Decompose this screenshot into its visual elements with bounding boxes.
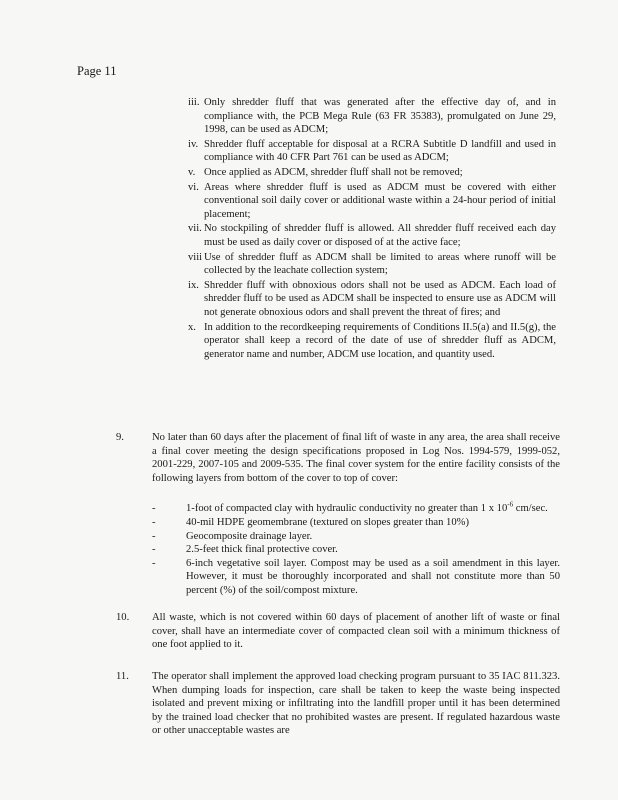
list-item (176, 321, 556, 362)
dash-bullet: - (152, 503, 156, 515)
list-item (152, 557, 560, 598)
list-item (176, 181, 556, 222)
list-item-text: No stockpiling of shredder fluff is allowed. All shredder fluff received each day must be used as daily cover or disposed of at the active face; (204, 223, 556, 248)
list-item (176, 251, 556, 278)
list-item-number: iv. (188, 138, 199, 150)
page-number: Page 11 (77, 64, 117, 78)
list-item-text: Once applied as ADCM, shredder fluff shall not be removed; (204, 166, 463, 178)
list-item-number: ix. (188, 279, 199, 291)
list-item-text: 2.5-feet thick final protective cover. (186, 544, 338, 556)
list-item (176, 138, 556, 165)
condition-text: All waste, which is not covered within 60 days of placement of another lift of waste or final cover, shall have an intermediate cover of compacted clean soil with a minimum thickness of one foot applied to it. (152, 612, 560, 651)
list-item-text: 40-mil HDPE geomembrane (textured on slopes greater than 10%) (186, 516, 470, 528)
list-item (176, 222, 556, 249)
list-item-text: Shredder fluff with obnoxious odors shall not be used as ADCM. Each load of shredder fluff to be used as ADCM shall be inspected to ensure use as ADCM will not generate obnoxious odors and shall prevent the threat of fires; and (204, 279, 556, 318)
condition-text: No later than 60 days after the placement of final lift of waste in any area, the area shall receive a final cover meeting the design specifications proposed in Log Nos. 1994-579, 1999-052, 2001-229, 2007-105 and 2009-535. The final cover system for the entire facility consists of the following layers from bottom of the cover to top of cover: (152, 432, 560, 484)
list-item (152, 530, 560, 544)
list-item (176, 166, 556, 180)
condition-10 (116, 611, 560, 652)
condition-number: 9. (116, 432, 124, 443)
list-item (176, 96, 556, 137)
list-item-number: x. (188, 321, 196, 333)
dash-bullet: - (152, 530, 156, 542)
list-item-number: vii. (188, 223, 202, 235)
condition-text: The operator shall implement the approved load checking program pursuant to 35 IAC 811.323. When dumping loads for inspection, care shall be taken to keep the waste being inspected isolated and prevent mixing or infiltrating into the landfill proper until it has been determined by the trained load checker that no prohibited wastes are present. If regulated hazardous waste or other unacceptable wastes are (152, 671, 560, 737)
dash-bullet: - (152, 516, 156, 528)
roman-list (176, 96, 556, 362)
list-item (152, 543, 560, 557)
list-item-text: 1-foot of compacted clay with hydraulic conductivity no greater than 1 x $10^{-6}$ cm/sec. (186, 500, 548, 515)
list-item-number: v. (188, 166, 196, 178)
dash-bullet: - (152, 544, 156, 556)
list-item (152, 516, 560, 530)
list-item-text: Shredder fluff acceptable for disposal at a RCRA Subtitle D landfill and used in compliance with 40 CFR Part 761 can be used as ADCM; (204, 138, 556, 164)
list-item-text: Geocomposite drainage layer. (186, 530, 313, 542)
list-item-text: Only shredder fluff that was generated after the effective day of, and in compliance with, the PCB Mega Rule (63 FR 35383), promulgated on June 29, 1998, can be used as ADCM; (204, 97, 556, 136)
condition-9 (116, 431, 560, 598)
condition-11 (116, 670, 560, 738)
condition-number: 10. (116, 612, 130, 623)
list-item-text: In addition to the recordkeeping requirements of Conditions II.5(a) and II.5(g), the operator shall keep a record of the date of use of shredder fluff as ADCM, generator name and number, ADCM use location, and quantity used. (204, 321, 556, 360)
list-item (152, 502, 560, 516)
condition-number: 11. (116, 671, 129, 682)
dash-bullet: - (152, 557, 156, 569)
list-item (176, 279, 556, 320)
cover-layer-list (152, 502, 560, 597)
list-item-number: vi. (188, 181, 199, 193)
list-item-number: viii (188, 251, 203, 263)
list-item-text: 6-inch vegetative soil layer. Compost may be used as a soil amendment in this layer. However, it must be thoroughly incorporated and shall not constitute more than 50 percent (%) of the soil/compost mixture. (186, 557, 560, 596)
list-item-text: Use of shredder fluff as ADCM shall be limited to areas where runoff will be collected by the leachate collection system; (204, 251, 556, 277)
list-item-text: Areas where shredder fluff is used as ADCM must be covered with either conventional soil daily cover or additional waste within a 24-hour period of initial placement; (204, 181, 556, 220)
list-item-number: iii. (188, 97, 200, 108)
